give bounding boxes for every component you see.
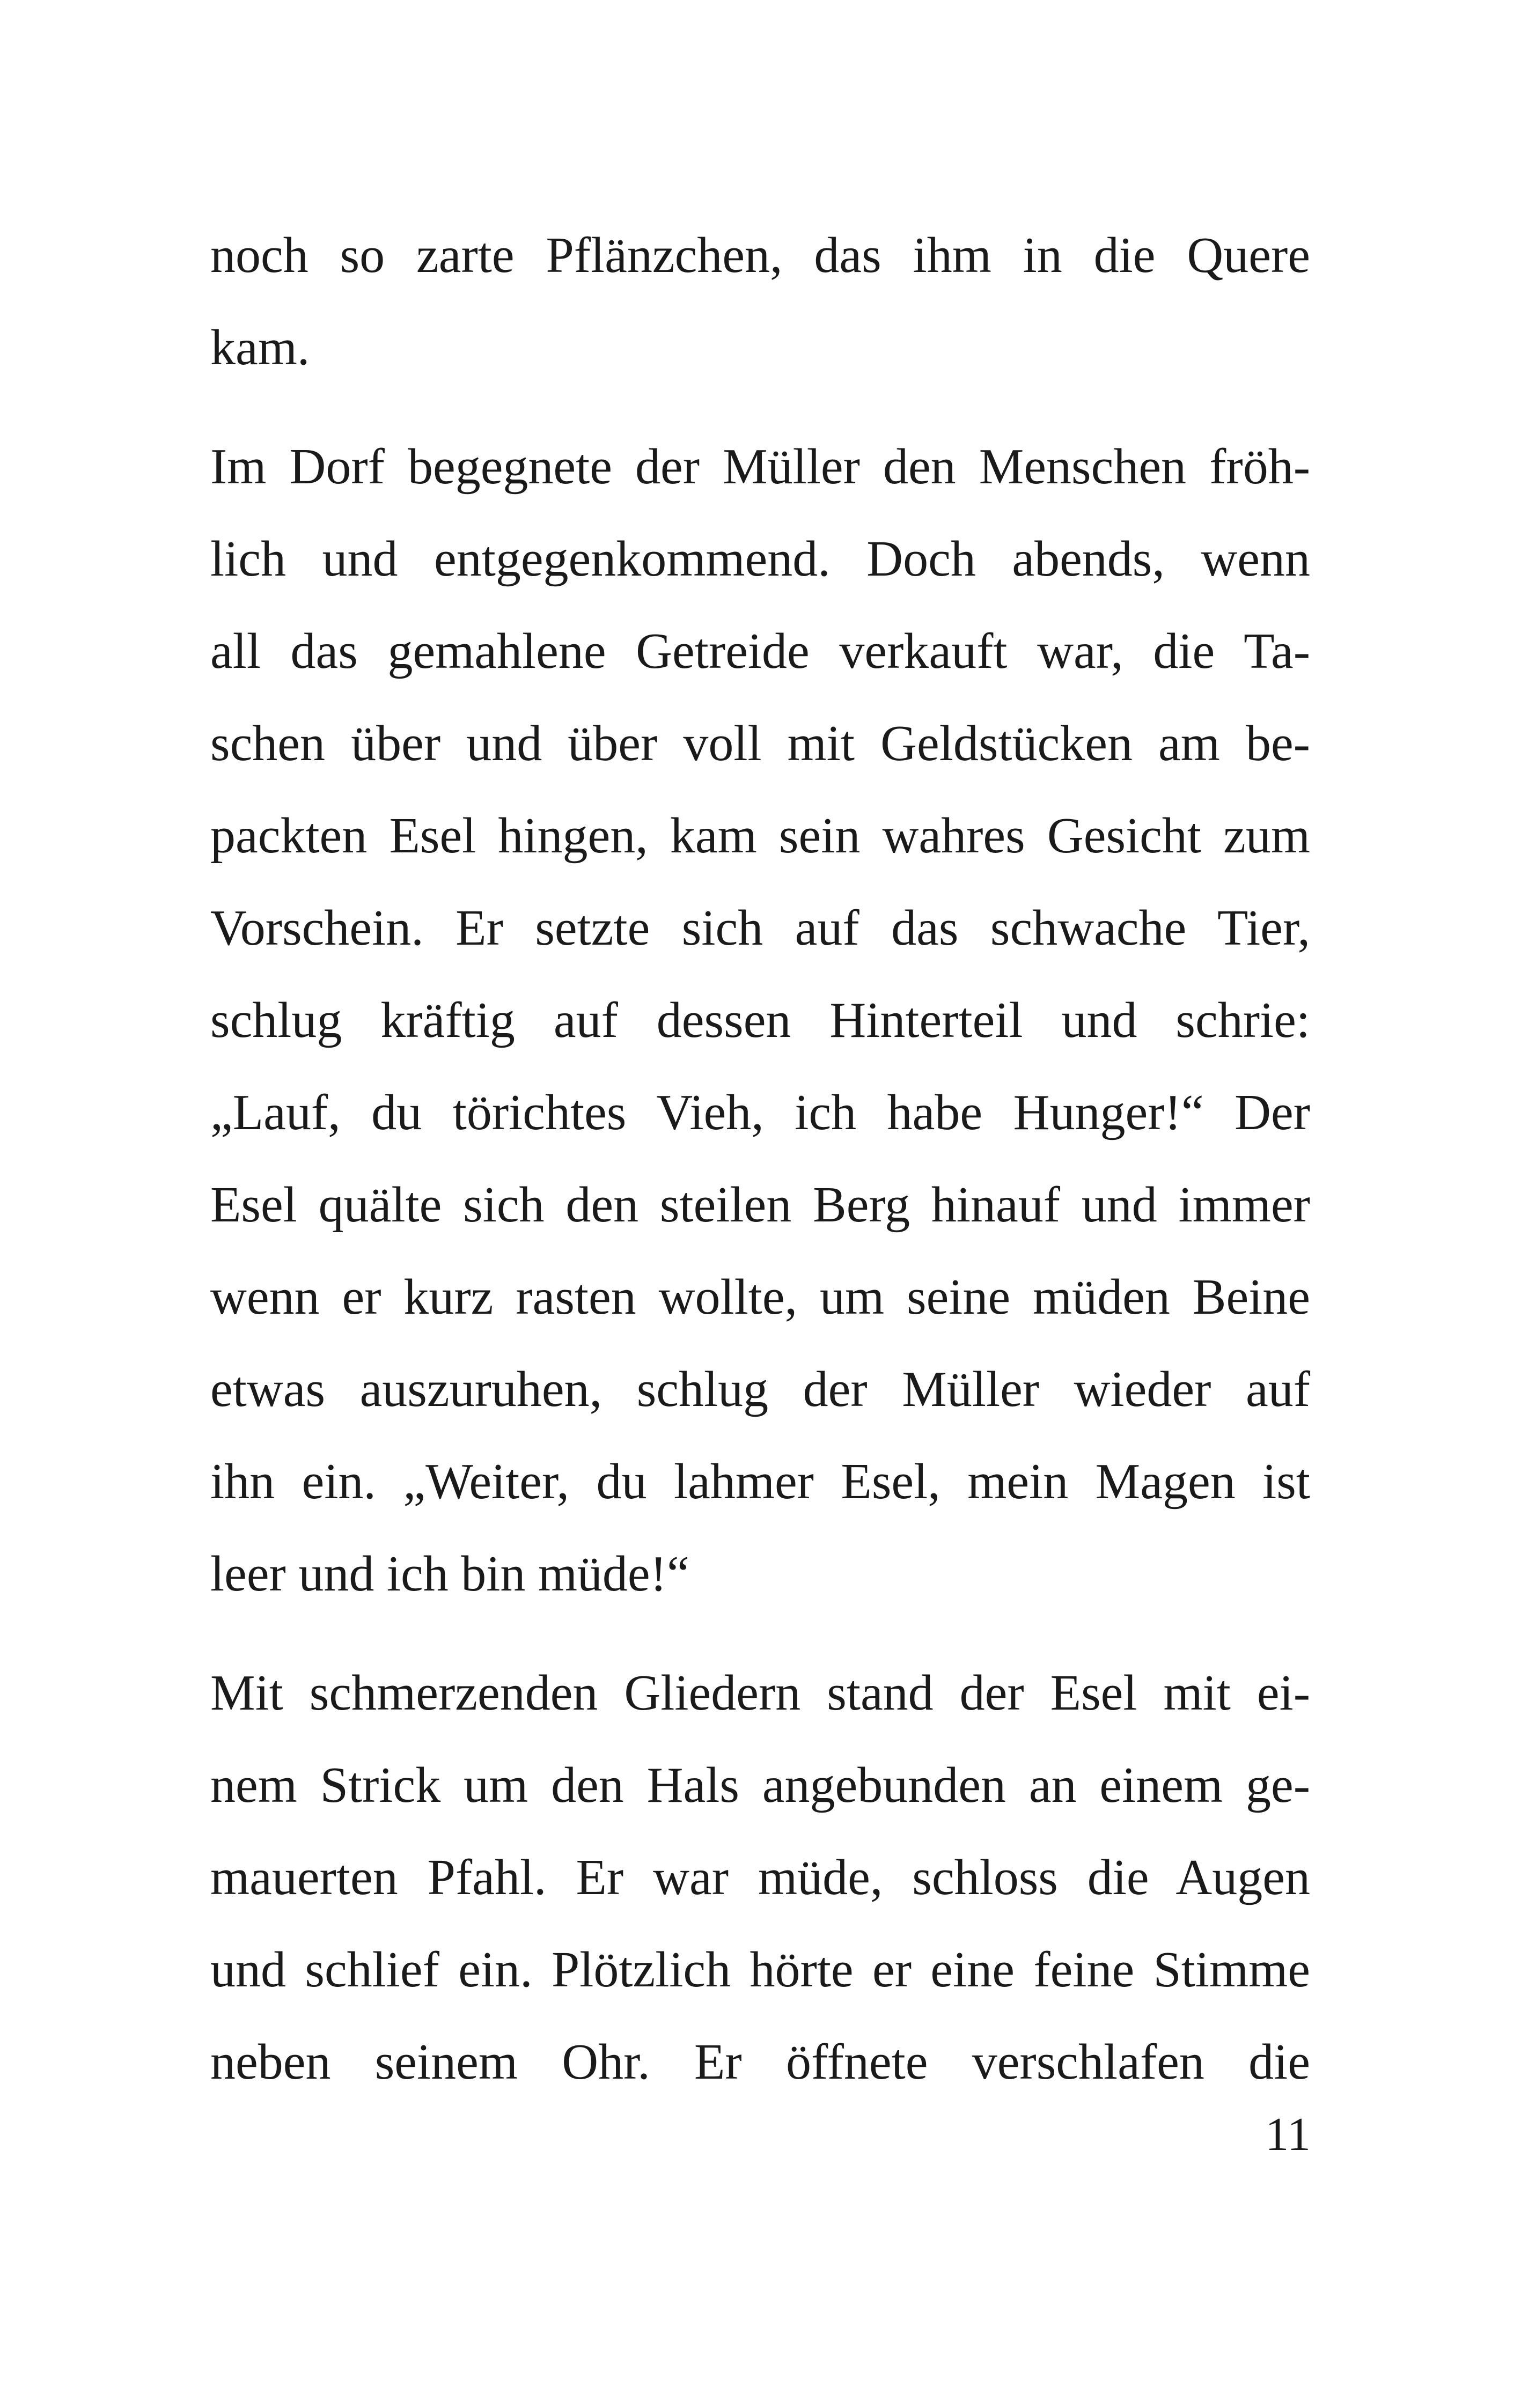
- text-line: neben seinem Ohr. Er öffnete verschlafen die: [210, 2034, 1310, 2090]
- text-line: Im Dorf begegnete der Müller den Menschen fröh-: [210, 439, 1310, 495]
- text-line: ihn ein. „Weiter, du lahmer Esel, mein Magen ist: [210, 1454, 1310, 1509]
- paragraph-3: [210, 1647, 1310, 2108]
- text-line: kam.: [210, 320, 310, 375]
- paragraph-gap: [210, 394, 1310, 421]
- paragraph-gap: [210, 1620, 1310, 1647]
- text-line: schen über und über voll mit Geldstücken am be-: [210, 716, 1310, 771]
- text-line: noch so zarte Pflänzchen, das ihm in die Quere: [210, 227, 1310, 283]
- text-line: „Lauf, du törichtes Vieh, ich habe Hunger!“ Der: [210, 1085, 1310, 1140]
- text-line: etwas auszuruhen, schlug der Müller wieder auf: [210, 1361, 1310, 1417]
- text-line: lich und entgegenkommend. Doch abends, wenn: [210, 531, 1310, 587]
- text-line: packten Esel hingen, kam sein wahres Gesicht zum: [210, 808, 1310, 864]
- page-body: [210, 209, 1310, 2108]
- text-line: Esel quälte sich den steilen Berg hinauf und immer: [210, 1177, 1310, 1233]
- text-line: all das gemahlene Getreide verkauft war, die Ta-: [210, 623, 1310, 679]
- text-line: mauerten Pfahl. Er war müde, schloss die Augen: [210, 1850, 1310, 1905]
- text-line: leer und ich bin müde!“: [210, 1546, 689, 1602]
- text-line: und schlief ein. Plötzlich hörte er eine feine Stimme: [210, 1942, 1310, 1998]
- text-line: Mit schmerzenden Gliedern stand der Esel mit ei-: [210, 1665, 1310, 1721]
- text-line: wenn er kurz rasten wollte, um seine müden Beine: [210, 1269, 1310, 1325]
- text-line: nem Strick um den Hals angebunden an einem ge-: [210, 1757, 1310, 1813]
- paragraph-1: [210, 209, 1310, 394]
- text-line: Vorschein. Er setzte sich auf das schwache Tier,: [210, 900, 1310, 956]
- paragraph-2: [210, 421, 1310, 1620]
- page-number: 11: [1265, 2109, 1311, 2161]
- text-line: schlug kräftig auf dessen Hinterteil und schrie:: [210, 992, 1310, 1048]
